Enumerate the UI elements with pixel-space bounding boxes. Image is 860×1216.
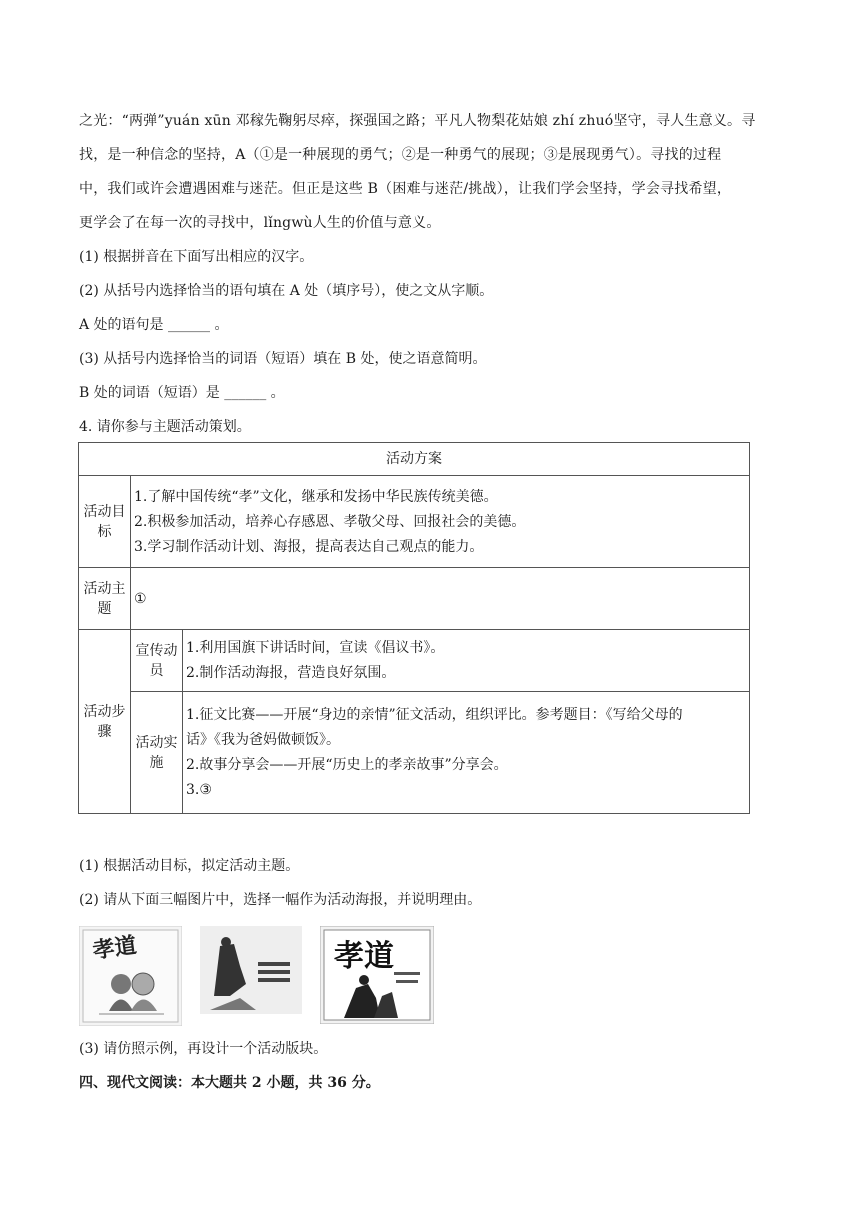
poster-image-3: [320, 926, 434, 1024]
activity-plan-table: [78, 442, 750, 814]
impl-item: 1.征文比赛——开展“身边的亲情”征文活动，组织评比。参考题目：《写给父母的: [186, 707, 683, 723]
question-text: (1) 根据拼音在下面写出相应的汉字。: [79, 249, 314, 265]
table-header: 活动方案: [79, 443, 750, 476]
promo-label: 宣传动员: [131, 630, 183, 692]
poster-image-1: [79, 926, 182, 1026]
question-text: (3) 从括号内选择恰当的词语（短语）填在 B 处，使之语意简明。: [79, 351, 487, 367]
goal-item: 2.积极参加活动，培养心存感恩、孝敬父母、回报社会的美德。: [134, 513, 526, 530]
goal-label: 活动目标: [79, 476, 131, 568]
poster-image-2: [200, 926, 302, 1014]
impl-cell: [183, 692, 750, 814]
answer-blank-line: A 处的语句是 ______ 。: [79, 317, 229, 333]
poster-title: 孝道: [334, 939, 394, 974]
question-text: (3) 请仿照示例，再设计一个活动版块。: [79, 1041, 328, 1057]
goal-cell: [131, 476, 750, 568]
section-heading: 四、现代文阅读：本大题共 2 小题，共 36 分。: [79, 1075, 380, 1091]
impl-item: 话》《我为爸妈做顿饭》。: [186, 732, 340, 748]
poster-title: 孝道: [91, 932, 139, 965]
question-text: (1) 根据活动目标，拟定活动主题。: [79, 858, 300, 874]
impl-item: 2.故事分享会——开展“历史上的孝亲故事”分享会。: [186, 757, 508, 773]
promo-cell: [183, 630, 750, 692]
theme-cell: [131, 568, 750, 630]
passage-line: 中，我们或许会遭遇困难与迷茫。但正是这些 B（困难与迷茫/挑战），让我们学会坚持，学会寻找希望，: [79, 181, 732, 197]
answer-blank-line: B 处的词语（短语）是 ______ 。: [79, 385, 285, 401]
impl-item: 3.③: [186, 782, 212, 798]
question-text: (2) 从括号内选择恰当的语句填在 A 处（填序号），使之文从字顺。: [79, 283, 494, 299]
theme-label: 活动主题: [79, 568, 131, 630]
passage-line: 更学会了在每一次的寻找中，lǐngwù人生的价值与意义。: [79, 215, 441, 231]
impl-label: 活动实施: [131, 692, 183, 814]
question-text: (2) 请从下面三幅图片中，选择一幅作为活动海报，并说明理由。: [79, 892, 482, 908]
goal-item: 3.学习制作活动计划、海报，提高表达自己观点的能力。: [134, 538, 484, 555]
question-title: 4. 请你参与主题活动策划。: [79, 419, 251, 435]
promo-item: 1.利用国旗下讲话时间，宣读《倡议书》。: [186, 640, 445, 656]
theme-blank: ①: [134, 590, 147, 607]
passage-line: 找，是一种信念的坚持，A（①是一种展现的勇气；②是一种勇气的展现；③是展现勇气）。寻找的过程: [79, 147, 722, 163]
goal-item: 1.了解中国传统“孝”文化，继承和发扬中华民族传统美德。: [134, 488, 498, 505]
promo-item: 2.制作活动海报，营造良好氛围。: [186, 665, 396, 681]
steps-label: 活动步骤: [79, 630, 131, 814]
passage-line: 之光：“两弹”yuán xūn 邓稼先鞠躬尽瘁，探强国之路；平凡人物梨花姑娘 zhí zhuó坚守，寻人生意义。寻: [79, 113, 756, 129]
